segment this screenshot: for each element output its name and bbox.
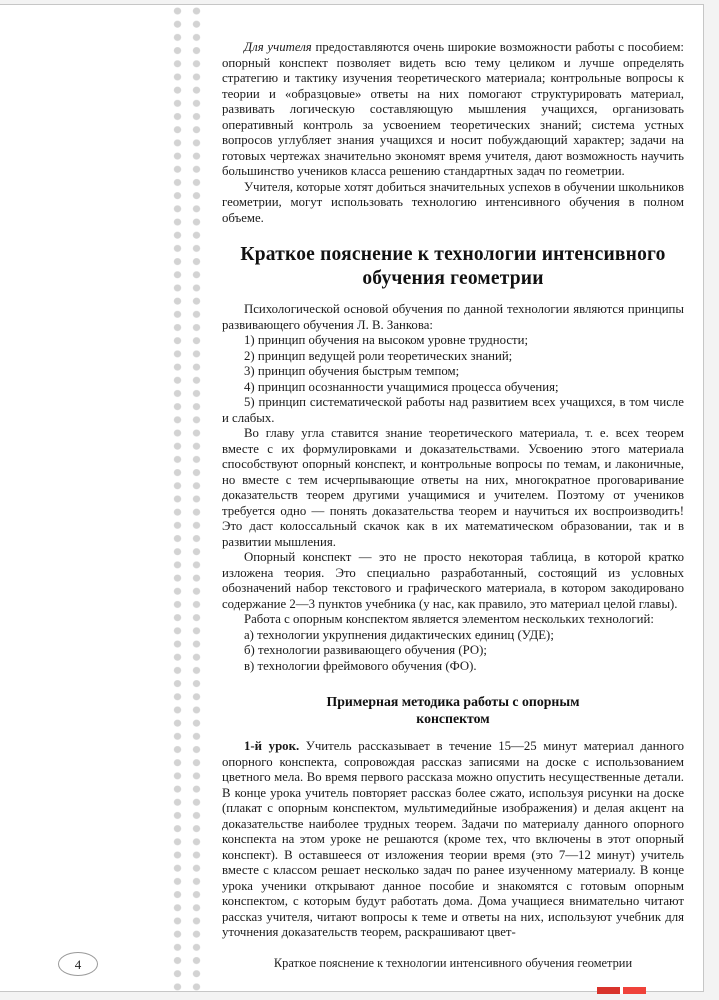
principles-intro-paragraph: Психологической основой обучения по данной технологии являются принципы развивающего обучения Л. В. Занкова:	[222, 302, 684, 332]
technologies-intro-paragraph: Работа с опорным конспектом является элементом нескольких технологий:	[244, 612, 654, 626]
lesson1-paragraph-text: Учитель рассказывает в течение 15—25 минут материал данного опорного конспекта, сопровождая рассказ записями на доске с использованием цветного мела. Во время первого рассказа можно опустить несущественные детали. В конце урока учитель повторяет рассказ более сжато, используя рисунки на доске (плакат с опорным конспектом, мультимедийные изображения) и делая акцент на доказательстве наиболее трудных теорем. Задачи по материалу данного опорного конспекта на этом уроке не решаются (кроме тех, что включены в этот опорный конспект). В оставшееся от изложения теории время (это 7—12 минут) учитель вместе с классом решает несколько задач по ранее изученному материалу. В конце урока ученики открывают данное пособие и знакомятся с готовым опорным конспектом, с которым будут работать дома. Дома учащиеся внимательно читают рассказ учителя, читают вопросы к теме и ответы на них, используют учебник для уточнения доказательств теорем, раскрашивают цвет-	[222, 739, 685, 939]
technology-item-b: б) технологии развивающего обучения (РО);	[244, 643, 487, 657]
theory-paragraph: Во главу угла ставится знание теоретического материала, т. е. всех теорем вместе с их формулировками и доказательствами. Усвоению этого материала способствуют опорный конспект, и контрольные вопросы по темам, и лаконичные, но вместе с тем исчерпывающие ответы на них, многократное проговаривание доказательств теорем другими учащимися и учителем. Поэтому от учеников требуется одно — понять доказательства теорем и научиться их воспроизводить! Это даст колоссальный скачок как в их математическом образовании, так и в развитии мышления.	[222, 426, 684, 549]
section-title: Краткое пояснение к технологии интенсивного обучения геометрии	[240, 244, 666, 289]
page-content	[222, 40, 684, 941]
technology-item-a: а) технологии укрупнения дидактических единиц (УДЕ);	[244, 627, 554, 642]
principle-item-1: 1) принцип обучения на высоком уровне трудности;	[244, 333, 529, 347]
spiral-binding-holes-right	[192, 6, 201, 992]
running-footer: Краткое пояснение к технологии интенсивного обучения геометрии	[273, 956, 633, 970]
intro-paragraph-1-text: предоставляются очень широкие возможности работы с пособием: опорный конспект позволяет видеть всю тему целиком и лучше определять стратегию и тактику изучения теоретического материала; контрольные вопросы к теории и «образцовые» ответы на них помогают структурировать материал, развивать логическую составляющую мышления учащихся, организовать оперативный контроль за усвоением теоретических знаний; система устных вопросов углубляет знания учащихся и носит побуждающий характер; задачи на готовых чертежах значительно экономят время учителя, дают возможность научить большинство учеников класса решению стандартных задач по геометрии.	[222, 40, 684, 178]
lesson1-paragraph-lead: 1-й урок.	[244, 739, 300, 753]
technology-item-v: в) технологии фреймового обучения (ФО).	[244, 658, 477, 673]
intro-paragraph-1-lead: Для учителя	[244, 40, 312, 54]
lesson1-paragraph	[222, 739, 684, 941]
principle-item-5: 5) принцип систематической работы над развитием всех учащихся, в том числе и слабых.	[222, 395, 684, 425]
spiral-binding-holes-left	[173, 6, 182, 992]
konspekt-paragraph: Опорный конспект — это не просто некоторая таблица, в которой кратко изложена теория. Это специально разработанный, состоящий из условных обозначений набор текстового и графического материала, в котором закодировано содержание 2—3 пунктов учебника (у нас, как правило, это материал целой главы).	[222, 550, 684, 611]
intro-paragraph-2: Учителя, которые хотят добиться значительных успехов в обучении школьников геометрии, могут использовать технологию интенсивного обучения в полном объеме.	[222, 179, 684, 225]
principle-item-3: 3) принцип обучения быстрым темпом;	[244, 364, 460, 378]
intro-paragraph-1	[222, 40, 684, 180]
subsection-title: Примерная методика работы с опорным конспектом	[326, 694, 580, 726]
principle-item-4: 4) принцип осознанности учащимися процесса обучения;	[244, 379, 559, 394]
page-number: 4	[58, 952, 98, 976]
red-scan-mark	[597, 987, 646, 994]
principle-item-2: 2) принцип ведущей роли теоретических знаний;	[244, 348, 513, 363]
